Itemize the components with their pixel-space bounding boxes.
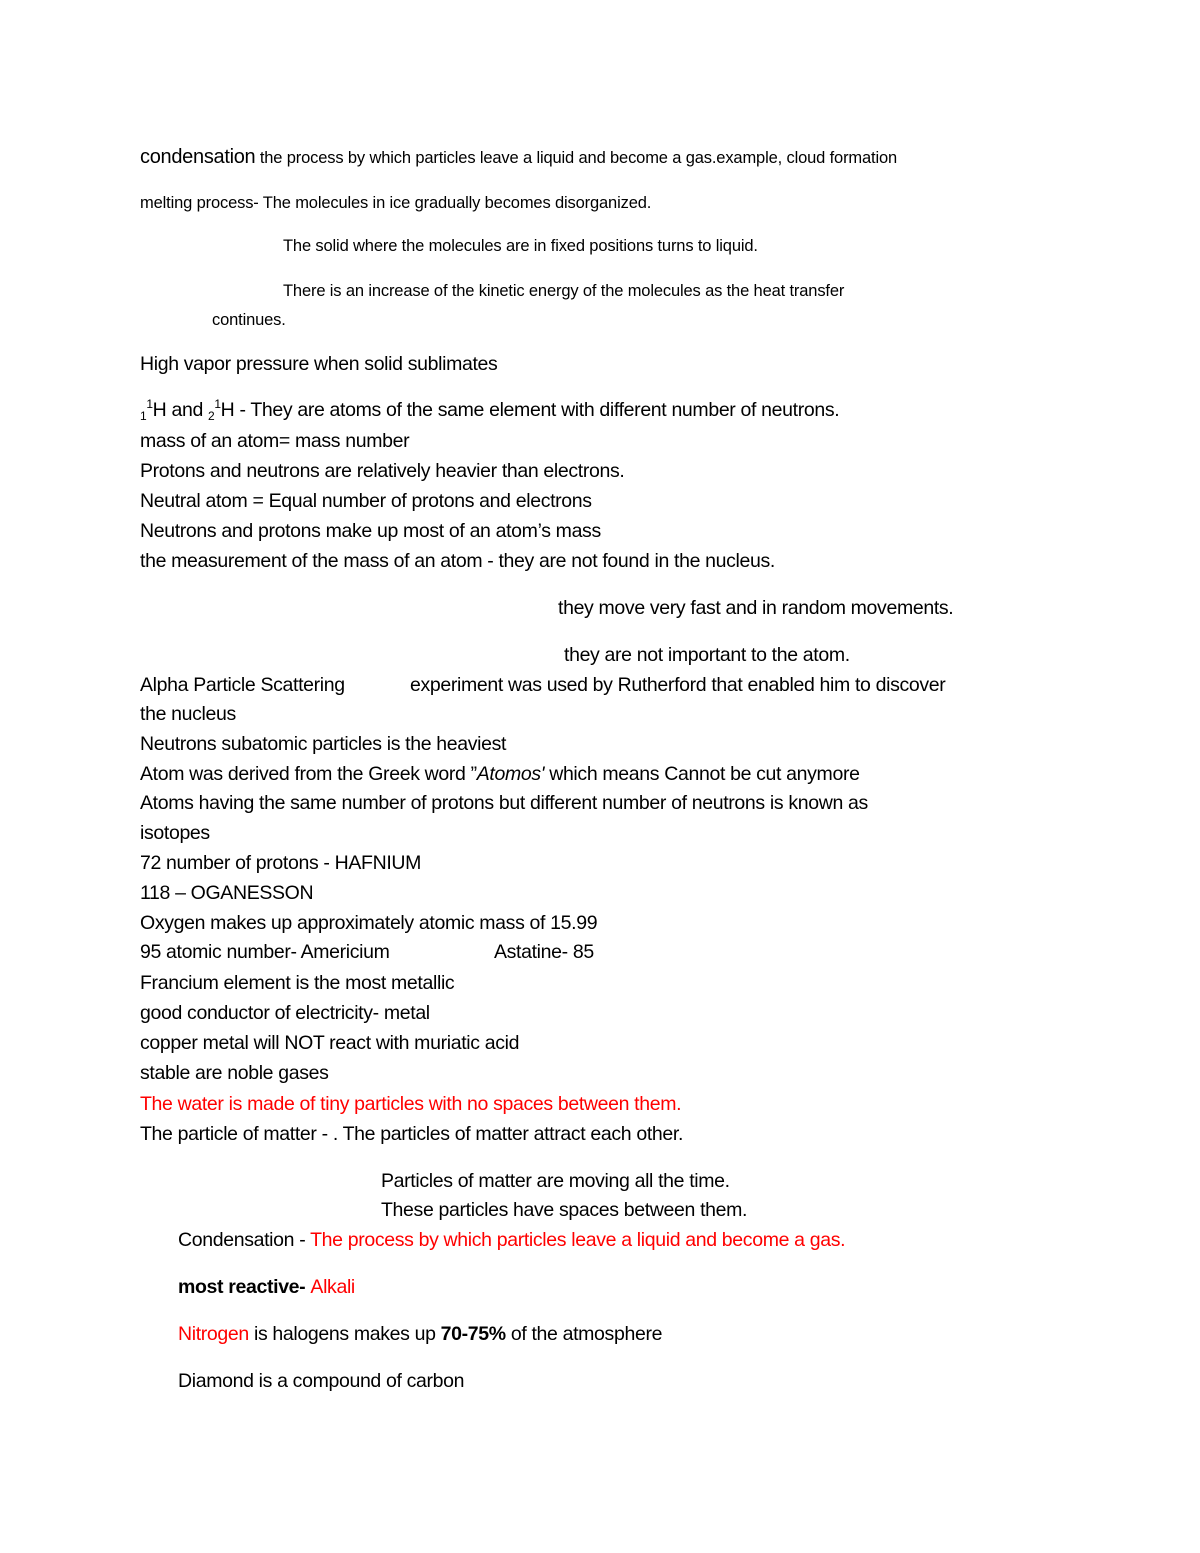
fact-line: mass of an atom= mass number [140,430,410,452]
water-line: The water is made of tiny particles with no spaces between them. [140,1093,682,1115]
nitrogen-line [178,1325,662,1345]
isotope-rest: H - They are atoms of the same element with different number of neutrons. [220,399,840,421]
particle-line: The particle of matter - . The particles of matter attract each other. [140,1123,684,1145]
isotope-h1: H and [152,399,209,421]
fact-line: copper metal will NOT react with muriatic acid [140,1032,520,1054]
nitrogen-word: Nitrogen [178,1323,249,1345]
kinetic-line-cont: continues. [212,311,286,329]
americium-line: 95 atomic number- Americium [140,941,390,963]
indented-line: they are not important to the atom. [564,644,850,666]
fact-line: good conductor of electricity- metal [140,1002,430,1024]
condensation-term: condensation [140,146,256,168]
indented-line: they move very fast and in random movements. [558,597,954,619]
atom-after: which means Cannot be cut anymore [544,763,860,785]
indented-line: These particles have spaces between them. [381,1199,748,1221]
reactive-line [178,1278,355,1298]
superscript-2: 1 [214,397,221,411]
atom-before: Atom was derived from the Greek word ” [140,763,477,785]
condensation-label: Condensation - [178,1229,311,1251]
isotopes-cont: isotopes [140,822,210,844]
subscript-2: 2 [208,409,215,423]
fact-line: stable are noble gases [140,1062,329,1084]
vapor-pressure-line: High vapor pressure when solid sublimates [140,353,498,375]
subscript-1: 1 [140,409,147,423]
solid-line: The solid where the molecules are in fixed positions turns to liquid. [283,237,758,255]
diamond-line: Diamond is a compound of carbon [178,1370,465,1392]
fact-line: the measurement of the mass of an atom - they are not found in the nucleus. [140,550,775,572]
nitrogen-mid: is halogens makes up [248,1323,441,1345]
superscript-1: 1 [146,397,153,411]
fact-line: 118 – OGANESSON [140,882,314,904]
nitrogen-end: of the atmosphere [505,1323,663,1345]
reactive-value: Alkali [310,1276,355,1298]
alpha-cont: the nucleus [140,703,236,725]
fact-line: Francium element is the most metallic [140,972,455,994]
condensation-line [140,147,897,167]
fact-line: Neutrons and protons make up most of an atom’s mass [140,520,601,542]
kinetic-line: There is an increase of the kinetic energy of the molecules as the heat transfer [283,282,845,300]
fact-line: Protons and neutrons are relatively heavier than electrons. [140,460,625,482]
isotopes-line: Atoms having the same number of protons but different number of neutrons is known as [140,792,868,814]
nitrogen-percent: 70-75% [440,1323,506,1345]
indented-line: Particles of matter are moving all the time. [381,1170,730,1192]
fact-line: Neutral atom = Equal number of protons and electrons [140,490,592,512]
fact-line: Oxygen makes up approximately atomic mass of 15.99 [140,912,598,934]
neutrons-line: Neutrons subatomic particles is the heaviest [140,733,507,755]
fact-line: 72 number of protons - HAFNIUM [140,852,422,874]
isotope-line [140,397,840,423]
alpha-text: experiment was used by Rutherford that enabled him to discover [410,674,946,696]
condensation-def: The process by which particles leave a liquid and become a gas. [310,1229,846,1251]
atomos-word: Atomos' [476,763,545,785]
melting-line: melting process- The molecules in ice gradually becomes disorganized. [140,194,652,212]
alpha-label: Alpha Particle Scattering [140,674,345,696]
reactive-label: most reactive- [178,1276,311,1298]
atom-origin-line [140,765,860,785]
condensation-def-line [178,1231,845,1251]
astatine-line: Astatine- 85 [494,941,594,963]
condensation-definition: the process by which particles leave a liquid and become a gas.example, cloud formation [255,149,898,167]
